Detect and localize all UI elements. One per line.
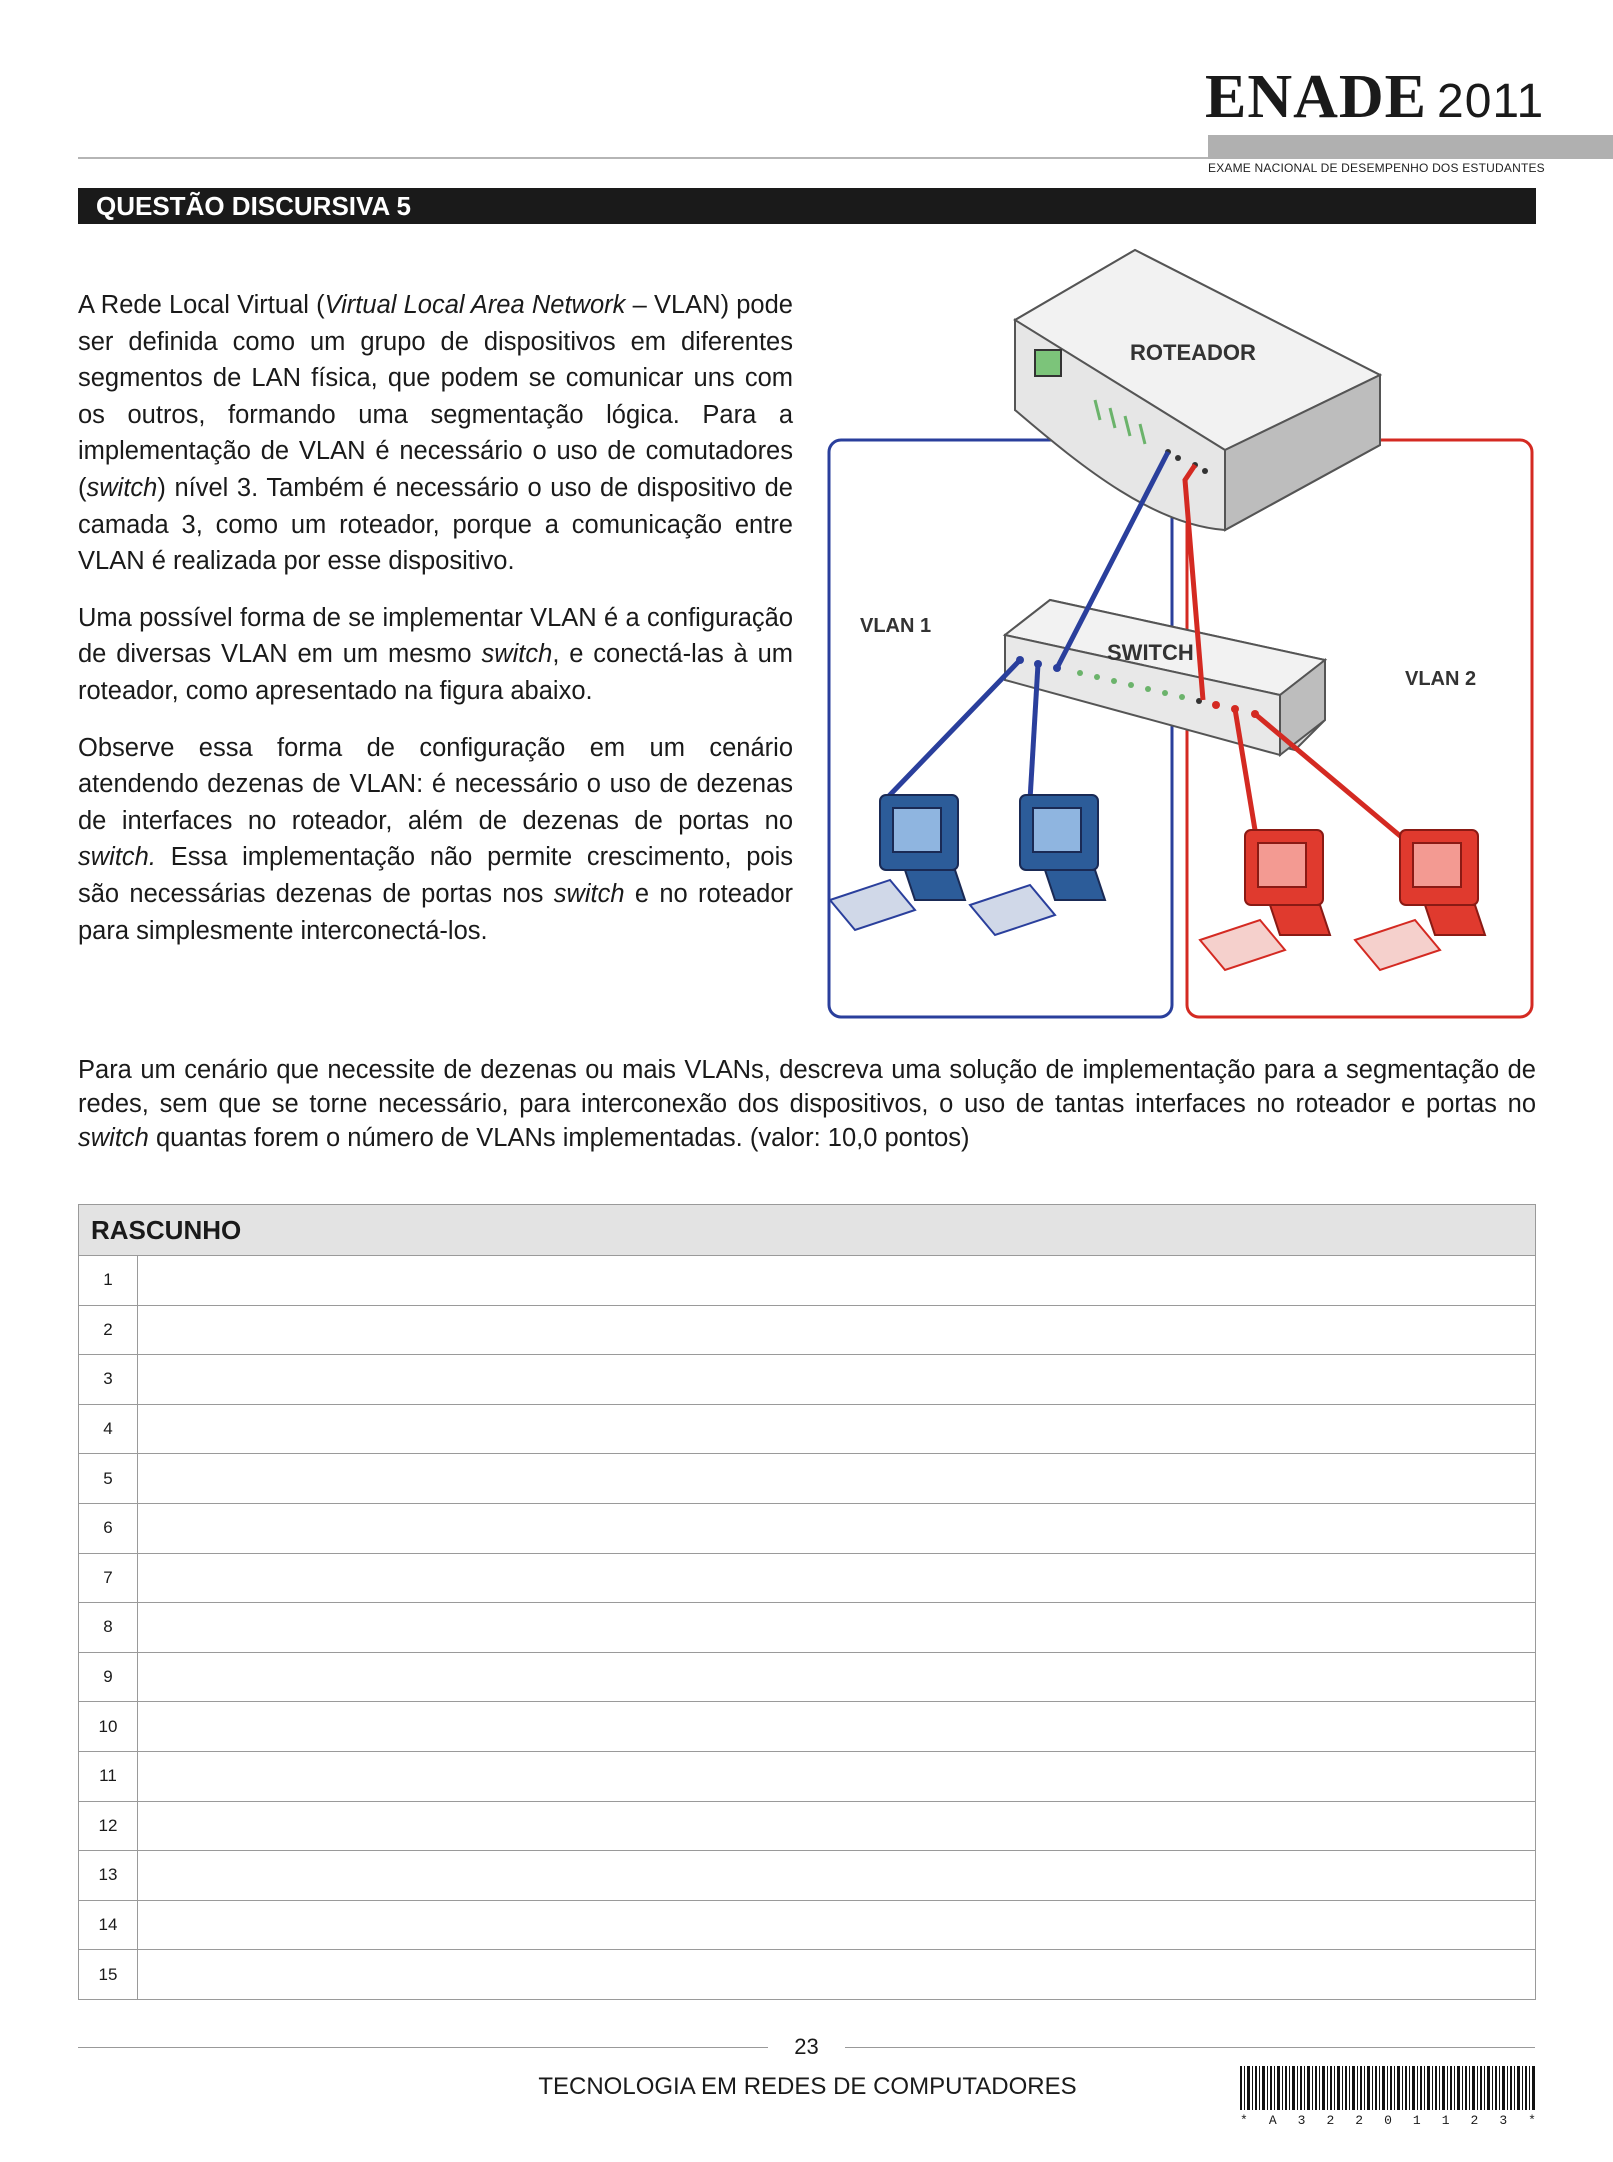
barcode-char: 3 [1499,2113,1508,2128]
line-answer-space[interactable] [138,1306,1535,1355]
line-answer-space[interactable] [138,1702,1535,1751]
line-answer-space[interactable] [138,1653,1535,1702]
brand-name: ENADE [1205,63,1428,131]
line-number: 11 [79,1752,138,1801]
barcode-char: A [1268,2113,1277,2128]
vlan1-computer-2 [970,795,1105,935]
line-number: 7 [79,1554,138,1603]
rascunho-line[interactable] [79,1851,1535,1901]
barcode-char: 3 [1297,2113,1306,2128]
router-icon [1015,250,1380,530]
barcode-char: 1 [1412,2113,1421,2128]
question-intro [78,287,793,969]
barcode-char: 2 [1326,2113,1335,2128]
line-number: 2 [79,1306,138,1355]
line-answer-space[interactable] [138,1504,1535,1553]
line-number: 8 [79,1603,138,1652]
line-answer-space[interactable] [138,1752,1535,1801]
barcode-char: 2 [1470,2113,1479,2128]
rascunho-line[interactable] [79,1504,1535,1554]
vlan2-label: VLAN 2 [1405,668,1477,690]
brand-subtitle: EXAME NACIONAL DE DESEMPENHO DOS ESTUDANTES [1208,161,1545,175]
rascunho-line[interactable] [79,1306,1535,1356]
line-answer-space[interactable] [138,1950,1535,1999]
rascunho-table [78,1204,1536,2000]
course-name: TECNOLOGIA EM REDES DE COMPUTADORES [538,2073,1077,2100]
vlan2-computer-2 [1355,830,1485,970]
rascunho-line[interactable] [79,1653,1535,1703]
line-number: 14 [79,1901,138,1950]
line-answer-space[interactable] [138,1802,1535,1851]
line-number: 5 [79,1454,138,1503]
barcode-char: * [1240,2113,1248,2128]
rascunho-line[interactable] [79,1802,1535,1852]
line-number: 6 [79,1504,138,1553]
line-number: 4 [79,1405,138,1454]
vlan-diagram [825,240,1535,1020]
rascunho-line[interactable] [79,1752,1535,1802]
brand-year: 2011 [1437,75,1545,128]
line-answer-space[interactable] [138,1454,1535,1503]
rascunho-line[interactable] [79,1950,1535,1999]
barcode-char: 0 [1384,2113,1392,2128]
barcode-char: * [1528,2113,1536,2128]
line-answer-space[interactable] [138,1901,1535,1950]
rascunho-title: RASCUNHO [79,1205,1535,1256]
rascunho-line[interactable] [79,1454,1535,1504]
line-number: 9 [79,1653,138,1702]
brand-logo [1205,63,1545,131]
barcode-icon [1240,2066,1536,2110]
line-number: 12 [79,1802,138,1851]
barcode-char: 2 [1355,2113,1364,2128]
line-number: 13 [79,1851,138,1900]
rascunho-line[interactable] [79,1603,1535,1653]
line-number: 10 [79,1702,138,1751]
rascunho-line[interactable] [79,1355,1535,1405]
brand-bar [1208,135,1613,159]
question-prompt: Para um cenário que necessite de dezenas ou mais VLANs, descreva uma solução de implementação para a segmentação de redes, sem que se torne necessário, para interconexão dos dispositivos, o uso de tantas interfaces no roteador e portas no switch quantas forem o número de VLANs implementadas. (valor: 10,0 pontos) [78,1056,1536,1152]
line-answer-space[interactable] [138,1405,1535,1454]
paragraph-2: Uma possível forma de se implementar VLAN é a configuração de diversas VLAN em um mesmo switch, e conectá-las à um roteador, como apresentado na figura abaixo. [78,603,793,705]
line-number: 15 [79,1950,138,1999]
rascunho-line[interactable] [79,1702,1535,1752]
header-divider [78,157,1208,159]
page-number: 23 [794,2034,819,2059]
line-answer-space[interactable] [138,1851,1535,1900]
question-title: QUESTÃO DISCURSIVA 5 [78,188,1536,224]
router-label: ROTEADOR [1130,340,1256,365]
paragraph-1: A Rede Local Virtual (Virtual Local Area Network – VLAN) pode ser definida como um grupo de dispositivos em diferentes segmentos de LAN física, que podem se comunicar uns com os outros, formando uma segmentação lógica. Para a implementação de VLAN é necessário o uso de comutadores (switch) nível 3. Também é necessário o uso de dispositivo de camada 3, como um roteador, porque a comunicação entre VLAN é realizada por esse dispositivo. [78,291,793,576]
barcode-text [1240,2113,1536,2128]
rascunho-line[interactable] [79,1554,1535,1604]
paragraph-3: Observe essa forma de configuração em um cenário atendendo dezenas de VLAN: é necessário o uso de dezenas de interfaces no roteador, além de dezenas de portas no switch. Essa implementação não permite crescimento, pois são necessárias dezenas de portas nos switch e no roteador para simplesmente interconectá-los. [78,733,793,945]
barcode-char: 1 [1441,2113,1450,2128]
footer-rule-left [78,2047,768,2048]
rascunho-line[interactable] [79,1901,1535,1951]
line-answer-space[interactable] [138,1256,1535,1305]
footer-rule-right [845,2047,1535,2048]
line-number: 3 [79,1355,138,1404]
vlan2-computer-1 [1200,830,1330,970]
switch-label: SWITCH [1107,640,1194,665]
rascunho-line[interactable] [79,1256,1535,1306]
vlan1-computer-1 [830,795,965,930]
line-answer-space[interactable] [138,1603,1535,1652]
line-answer-space[interactable] [138,1554,1535,1603]
vlan1-label: VLAN 1 [860,615,932,637]
rascunho-line[interactable] [79,1405,1535,1455]
line-number: 1 [79,1256,138,1305]
line-answer-space[interactable] [138,1355,1535,1404]
